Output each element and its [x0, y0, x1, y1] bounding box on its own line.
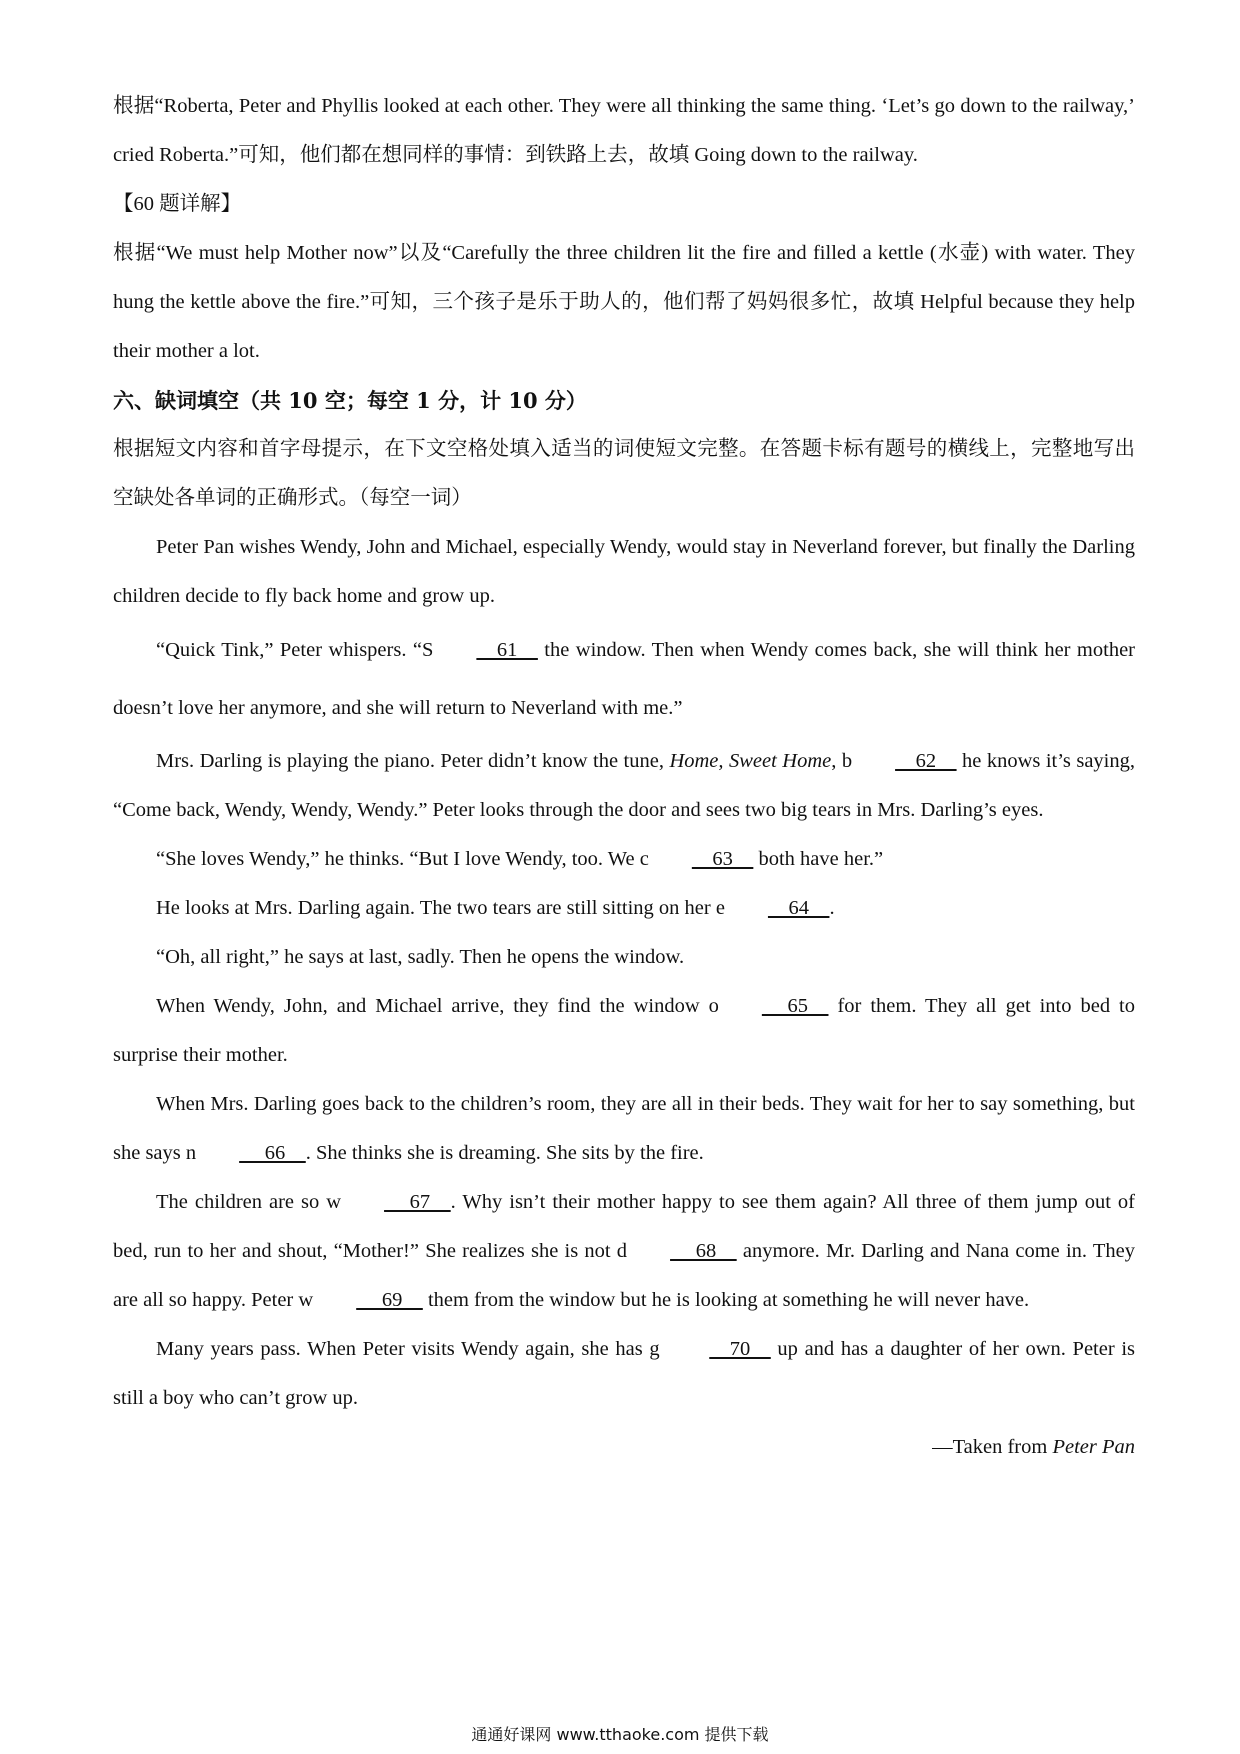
- section-instructions: 根据短文内容和首字母提示，在下文空格处填入适当的词使短文完整。在答题卡标有题号的横线上，完整地写出空缺处各单词的正确形式。（每空一词）: [113, 438, 1135, 509]
- blank-63[interactable]: 63: [691, 848, 754, 870]
- passage-paragraph-7: When Wendy, John, and Michael arrive, they find the window o 65 for them. They all get into bed to surprise their mother.: [113, 982, 1135, 1080]
- blank-64[interactable]: 64: [767, 897, 830, 919]
- passage-paragraph-9: The children are so w 67 . Why isn’t their mother happy to see them again? All three of them jump out of bed, run to her and shout, “Mother!” She realizes she is not d 68 anymore. Mr. Darling and Nana come in. They are all so happy. Peter w 69 them from the window but he is looking at something he will never have.: [113, 1178, 1135, 1325]
- heading-question-60: 【60 题详解】: [113, 193, 242, 215]
- blank-66[interactable]: 66: [239, 1142, 306, 1164]
- blank-69[interactable]: 69: [356, 1289, 423, 1311]
- passage-paragraph-2: “Quick Tink,” Peter whispers. “S 61 the window. Then when Wendy comes back, she will think her mother doesn’t love her anymore, and she will return to Neverland with me.”: [113, 621, 1135, 737]
- source-attribution: —Taken from Peter Pan: [932, 1436, 1135, 1458]
- answer-59-explanation: 根据“Roberta, Peter and Phyllis looked at each other. They were all thinking the same thing. ‘Let’s go down to the railway,’ cried Roberta.”可知，他们都在想同样的事情：到铁路上去，故填 Going down to the railway.: [113, 95, 1135, 166]
- blank-62[interactable]: 62: [895, 750, 957, 772]
- blank-61[interactable]: 61: [476, 639, 538, 661]
- answer-60-explanation: 根据“We must help Mother now”以及“Carefully the three children lit the fire and filled a kettle (水壶) with water. They hung the kettle above the fire.”可知，三个孩子是乐于助人的，他们帮了妈妈很多忙，故填 Helpful because they help their mother a lot.: [113, 242, 1135, 362]
- passage-paragraph-5: He looks at Mrs. Darling again. The two tears are still sitting on her e 64 .: [113, 884, 1135, 933]
- book-title: Peter Pan: [1052, 1436, 1135, 1458]
- passage-paragraph-10: Many years pass. When Peter visits Wendy again, she has g 70 up and has a daughter of her own. Peter is still a boy who can’t grow up.: [113, 1325, 1135, 1423]
- passage-paragraph-3: Mrs. Darling is playing the piano. Peter didn’t know the tune, Home, Sweet Home, b 62 he knows it’s saying, “Come back, Wendy, Wendy, Wendy.” Peter looks through the door and sees two big tears in Mrs. Darling’s eyes.: [113, 737, 1135, 835]
- passage-paragraph-6: “Oh, all right,” he says at last, sadly. Then he opens the window.: [156, 946, 685, 968]
- passage-paragraph-1: Peter Pan wishes Wendy, John and Michael, especially Wendy, would stay in Neverland forever, but finally the Darling children decide to fly back home and grow up.: [113, 536, 1135, 607]
- blank-67[interactable]: 67: [384, 1191, 451, 1213]
- section-title: 六、缺词填空（共 10 空；每空 1 分，计 10 分）: [113, 388, 587, 413]
- page-footer: 通通好课网 www.tthaoke.com 提供下载: [471, 1725, 769, 1744]
- song-title: Home, Sweet Home: [669, 750, 832, 772]
- passage-paragraph-8: When Mrs. Darling goes back to the children’s room, they are all in their beds. They wait for her to say something, but she says n 66 . She thinks she is dreaming. She sits by the fire.: [113, 1080, 1135, 1178]
- document-page: [113, 0, 1135, 1472]
- blank-65[interactable]: 65: [761, 995, 829, 1017]
- passage-paragraph-4: “She loves Wendy,” he thinks. “But I love Wendy, too. We c 63 both have her.”: [113, 835, 1135, 884]
- blank-68[interactable]: 68: [670, 1240, 737, 1262]
- blank-70[interactable]: 70: [709, 1338, 771, 1360]
